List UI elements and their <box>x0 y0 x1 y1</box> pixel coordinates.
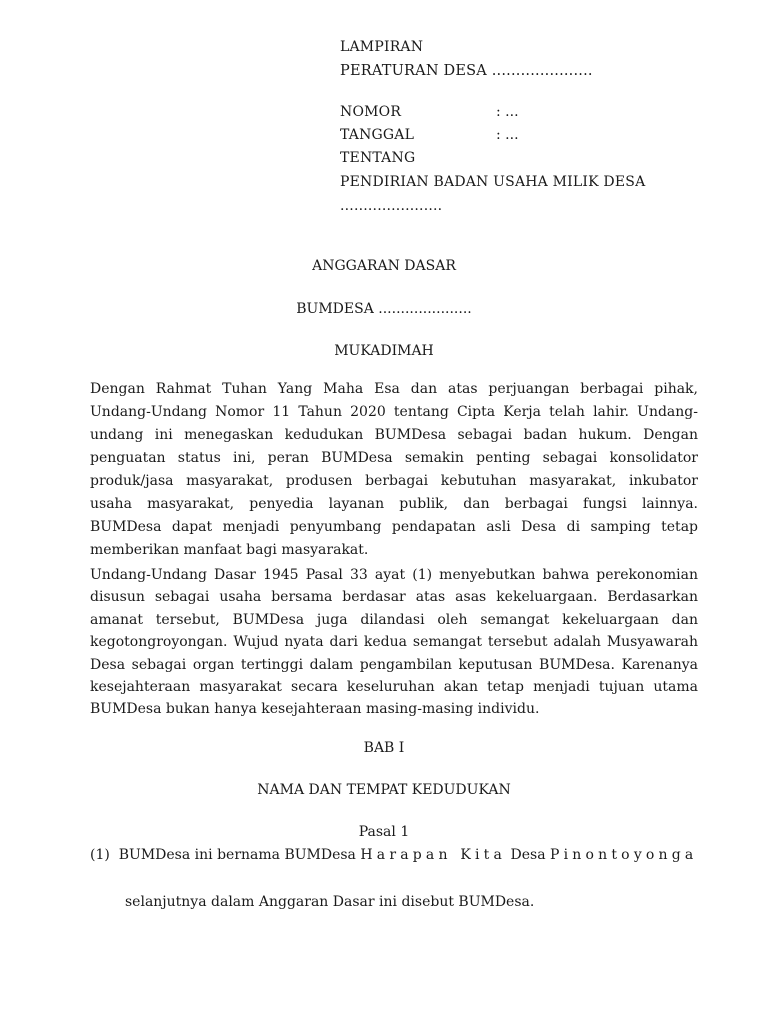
lampiran-label: LAMPIRAN <box>340 39 424 55</box>
pasal-1-item-1 <box>90 847 697 863</box>
desa-name: Pinontoyonga <box>550 847 698 863</box>
paragraph-line: Desa sebagai organ tertinggi dalam pengambilan keputusan BUMDesa. Karenanya <box>90 656 698 673</box>
bumdesa-name: Harapan Kita <box>360 847 507 863</box>
tanggal-value: : ... <box>496 127 519 143</box>
paragraph-line: BUMDesa dapat menjadi penyumbang pendapatan asli Desa di samping tetap <box>90 519 698 535</box>
tentang-line-1: PENDIRIAN BADAN USAHA MILIK DESA <box>340 174 646 190</box>
pasal-item-prefix: (1) BUMDesa ini bernama BUMDesa <box>90 847 361 863</box>
paragraph-line: kegotongroyongan. Wujud nyata dari kedua semangat tersebut adalah Musyawarah <box>90 634 698 651</box>
paragraph-line: BUMDesa bukan hanya kesejahteraan masing-masing individu. <box>90 701 540 718</box>
peraturan-desa-label: PERATURAN DESA ..................... <box>340 63 593 79</box>
paragraph-line: Undang-Undang Nomor 11 Tahun 2020 tentang Cipta Kerja telah lahir. Undang- <box>90 404 698 420</box>
mukadimah-paragraph-2 <box>90 564 698 721</box>
nomor-label: NOMOR <box>340 104 402 120</box>
paragraph-line: Undang-Undang Dasar 1945 Pasal 33 ayat (1) menyebutkan bahwa perekonomian <box>90 567 698 583</box>
paragraph-line: kesejahteraan masyarakat secara keseluruhan akan tetap menjadi tujuan utama <box>90 678 698 695</box>
paragraph-line: amanat tersebut, BUMDesa juga dilandasi oleh semangat kekeluargaan dan <box>90 611 698 628</box>
paragraph-line: penguatan status ini, peran BUMDesa semakin penting sebagai konsolidator <box>90 450 698 466</box>
paragraph-line: produk/jasa masyarakat, produsen berbagai kebutuhan masyarakat, inkubator <box>90 473 698 489</box>
paragraph-line: usaha masyarakat, penyedia layanan publik, dan berbagai fungsi lainnya. <box>90 496 698 512</box>
pasal-1-continuation: selanjutnya dalam Anggaran Dasar ini disebut BUMDesa. <box>125 894 535 910</box>
paragraph-line: disusun sebagai usaha bersama berdasar atas asas kekeluargaan. Berdasarkan <box>90 589 698 606</box>
pasal-number: Pasal 1 <box>358 824 410 840</box>
tentang-label: TENTANG <box>340 150 416 166</box>
nomor-value: : ... <box>496 104 519 120</box>
bumdesa-title: BUMDESA ..................... <box>296 301 472 317</box>
mukadimah-title: MUKADIMAH <box>334 343 434 359</box>
tentang-line-2: ...................... <box>340 198 443 214</box>
mukadimah-paragraph-1 <box>90 378 698 562</box>
bab-number: BAB I <box>363 740 405 756</box>
paragraph-line: undang ini menegaskan kedudukan BUMDesa sebagai badan hukum. Dengan <box>90 427 698 443</box>
paragraph-line: Dengan Rahmat Tuhan Yang Maha Esa dan atas perjuangan berbagai pihak, <box>90 381 698 397</box>
paragraph-line: memberikan manfaat bagi masyarakat. <box>90 542 369 558</box>
tanggal-label: TANGGAL <box>340 127 415 143</box>
pasal-item-middle: Desa <box>506 847 550 863</box>
bab-title: NAMA DAN TEMPAT KEDUDUKAN <box>257 782 511 798</box>
anggaran-dasar-title: ANGGARAN DASAR <box>312 258 456 274</box>
